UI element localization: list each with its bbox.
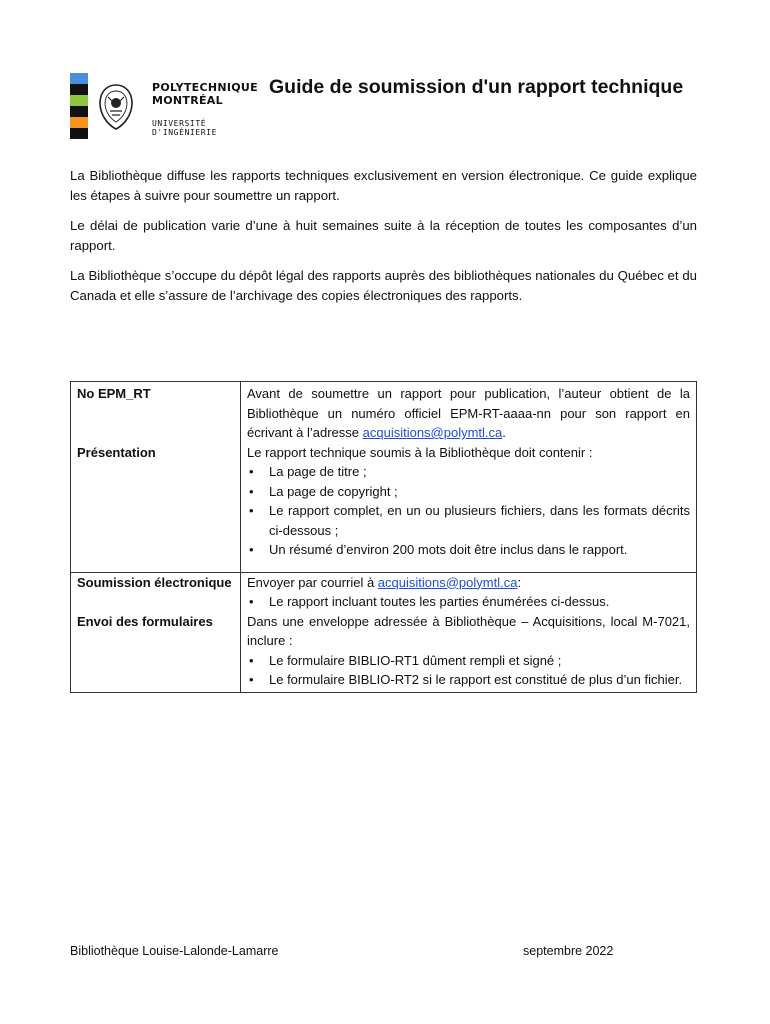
logo-subtitle	[152, 119, 217, 137]
row3-text: Envoyer par courriel à	[247, 574, 378, 590]
submission-table	[70, 381, 697, 693]
list-item: • Un résumé d’environ 200 mots doit être inclus dans le rapport.	[269, 540, 690, 560]
logo-bar-black	[70, 84, 88, 95]
table-row	[71, 443, 697, 573]
logo-bar-blue	[70, 73, 88, 84]
table-row	[71, 382, 697, 443]
row-content-soumission	[241, 572, 697, 612]
logo-name	[152, 81, 258, 107]
document-title: Guide de soumission d'un rapport technique	[269, 76, 684, 98]
row-label-presentation: Présentation	[71, 443, 241, 573]
logo-name-line2: MONTRÉAL	[152, 94, 223, 107]
table-row	[71, 572, 697, 612]
row1-suffix: .	[502, 425, 506, 440]
row-label-epm-rt: No EPM_RT	[71, 382, 241, 443]
row-content-envoi	[241, 612, 697, 693]
envoi-list	[247, 651, 690, 690]
soumission-list	[247, 592, 690, 612]
university-seal-icon	[94, 81, 138, 133]
footer-date: septembre 2022	[523, 944, 614, 958]
logo-bar-orange	[70, 117, 88, 128]
logo-color-bars	[70, 73, 88, 139]
logo-name-line1: POLYTECHNIQUE	[152, 81, 258, 94]
logo-sub-line2: D'INGÉNIERIE	[152, 128, 217, 137]
table-row	[71, 612, 697, 693]
logo-sub-line1: UNIVERSITÉ	[152, 119, 207, 128]
email-link[interactable]: acquisitions@polymtl.ca	[377, 574, 518, 590]
list-item: • Le rapport complet, en un ou plusieurs fichiers, dans les formats décrits ci-dessous ;	[269, 501, 690, 540]
row3-suffix: :	[517, 574, 522, 590]
row-label-envoi: Envoi des formulaires	[71, 612, 241, 693]
row2-text: Le rapport technique soumis à la Bibliothèque doit contenir :	[247, 444, 593, 460]
list-item: • Le formulaire BIBLIO-RT1 dûment rempli et signé ;	[269, 651, 690, 671]
intro-section	[70, 166, 697, 316]
list-item: • Le rapport incluant toutes les parties énumérées ci-dessus.	[269, 592, 690, 612]
row-content-presentation	[241, 443, 697, 573]
email-link[interactable]: acquisitions@polymtl.ca	[362, 425, 503, 440]
intro-paragraph-1: La Bibliothèque diffuse les rapports techniques exclusivement en version électronique. Ce guide explique les étapes à suivre pour soumettre un rapport.	[70, 168, 697, 203]
logo-bar-black	[70, 128, 88, 139]
row-label-soumission: Soumission électronique	[71, 572, 241, 612]
intro-paragraph-3: La Bibliothèque s’occupe du dépôt légal des rapports auprès des bibliothèques nationales du Québec et du Canada et elle s’assure de l’archivage des copies électroniques des rapports.	[70, 268, 697, 303]
row3-text-line	[247, 573, 690, 593]
logo-bar-black	[70, 106, 88, 117]
presentation-list	[247, 462, 690, 560]
list-item: • La page de copyright ;	[269, 482, 690, 502]
row4-text: Dans une enveloppe adressée à Bibliothèque – Acquisitions, local M-7021, inclure :	[247, 613, 690, 648]
footer-library-name: Bibliothèque Louise-Lalonde-Lamarre	[70, 944, 279, 958]
row1-text: Avant de soumettre un rapport pour publication, l’auteur obtient de la Bibliothèque un numéro officiel EPM-RT-aaaa-nn pour son rapport en écrivant à l’adresse	[247, 386, 690, 440]
intro-paragraph-2: Le délai de publication varie d’une à huit semaines suite à la réception de toutes les composantes d’un rapport.	[70, 218, 697, 253]
polytechnique-logo	[70, 73, 258, 139]
list-item: • Le formulaire BIBLIO-RT2 si le rapport est constitué de plus d’un fichier.	[269, 670, 690, 690]
logo-bar-green	[70, 95, 88, 106]
list-item: • La page de titre ;	[269, 462, 690, 482]
row-content-epm-rt	[241, 382, 697, 443]
